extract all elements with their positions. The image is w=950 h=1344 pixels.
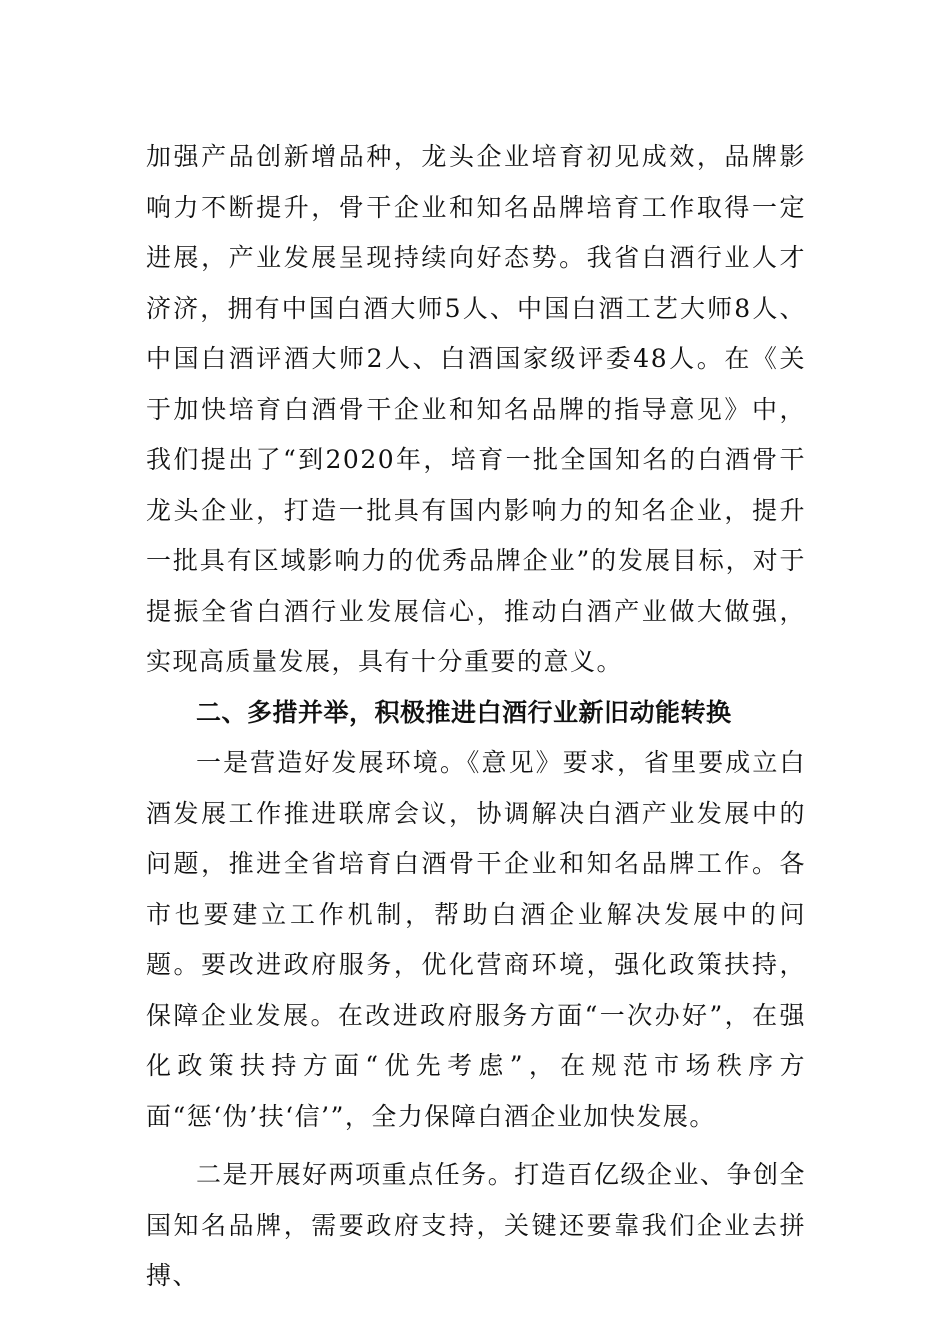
section-heading: 二、多措并举，积极推进白酒行业新旧动能转换 [196, 697, 732, 727]
document-body [146, 132, 806, 1302]
body-paragraph: 一是营造好发展环境。《意见》要求，省里要成立白酒发展工作推进联席会议，协调解决白酒产业发展中的问题，推进全省培育白酒骨干企业和知名品牌工作。各市也要建立工作机制，帮助白酒企业解决发展中的问题。要改进政府服务，优化营商环境，强化政策扶持，保障企业发展。在改进政府服务方面“一次办好”，在强化政策扶持方面“优先考虑”，在规范市场秩序方面“惩‘伪’扶‘信’”，全力保障白酒企业加快发展。 [146, 748, 806, 1131]
body-paragraph: 加强产品创新增品种，龙头企业培育初见成效，品牌影响力不断提升，骨干企业和知名品牌培育工作取得一定进展，产业发展呈现持续向好态势。我省白酒行业人才济济，拥有中国白酒大师5人、中国白酒工艺大师8人、中国白酒评酒大师2人、白酒国家级评委48人。在《关于加快培育白酒骨干企业和知名品牌的指导意见》中，我们提出了“到2020年，培育一批全国知名的白酒骨干龙头企业，打造一批具有国内影响力的知名企业，提升一批具有区域影响力的优秀品牌企业”的发展目标，对于提振全省白酒行业发展信心，推动白酒产业做大做强，实现高质量发展，具有十分重要的意义。 [146, 142, 806, 676]
body-paragraph: 二是开展好两项重点任务。打造百亿级企业、争创全国知名品牌，需要政府支持，关键还要靠我们企业去拼搏、 [146, 1160, 806, 1290]
